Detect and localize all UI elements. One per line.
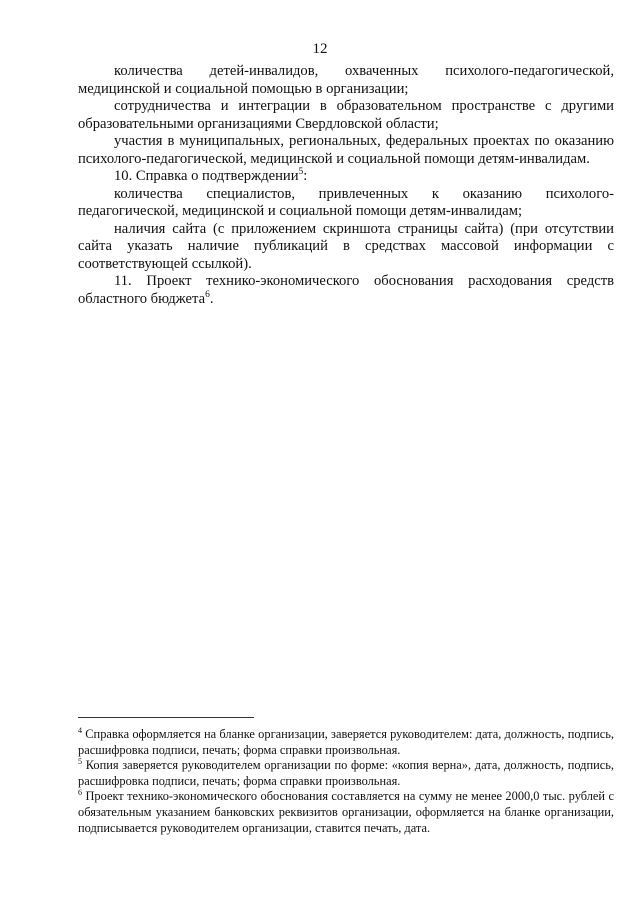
footnotes (78, 727, 614, 836)
paragraph-suffix: . (209, 290, 214, 307)
footnote-text: Проект технико-экономического обоснования составляется на сумму не менее 2000,0 тыс. рублей с обязательным указанием банковских реквизитов организации, оформляется на бланке организации, подписывается руководителем организации, ставится печать, дата. (78, 789, 614, 835)
paragraph: участия в муниципальных, региональных, федеральных проектах по оказанию психолого-педагогической, медицинской и социальной помощи детям-инвалидам. (78, 133, 614, 167)
document-body (78, 63, 614, 308)
footnote (78, 789, 614, 836)
page-number: 12 (312, 41, 328, 57)
paragraph-text: 11. Проект технико-экономического обоснования расходования средств областного бюджета (78, 273, 614, 307)
footnote-mark: 5 (78, 757, 83, 767)
paragraph: наличия сайта (с приложением скриншота страницы сайта) (при отсутствии сайта указать наличие публикаций в средствах массовой информации с соответствующей ссылкой). (78, 220, 614, 272)
footnote-mark: 6 (78, 788, 83, 798)
paragraph-suffix: : (303, 168, 308, 184)
footnote-text: Справка оформляется на бланке организации, заверяется руководителем: дата, должность, подпись, расшифровка подписи, печать; форма справки произвольная. (78, 727, 614, 757)
paragraph: количества детей-инвалидов, охваченных психолого-педагогической, медицинской и социальной помощью в организации; (78, 63, 614, 97)
footnote-ref: 6 (205, 289, 210, 300)
footnote (78, 727, 614, 758)
paragraph: количества специалистов, привлеченных к оказанию психолого-педагогической, медицинской и социальной помощи детям-инвалидам; (78, 185, 614, 219)
footnote-mark: 4 (78, 725, 83, 735)
paragraph-heading-10 (78, 168, 614, 186)
footnote-divider (78, 717, 254, 718)
footnote-text: Копия заверяется руководителем организации по форме: «копия верна», дата, должность, подпись, расшифровка подписи, печать; форма справки произвольная. (78, 758, 614, 788)
paragraph-heading-11 (78, 273, 614, 308)
paragraph-text: 10. Справка о подтверждении (114, 168, 299, 184)
footnote (78, 758, 614, 789)
paragraph: сотрудничества и интеграции в образовательном пространстве с другими образовательными организациями Свердловской области; (78, 98, 614, 132)
footnote-ref: 5 (298, 167, 304, 178)
